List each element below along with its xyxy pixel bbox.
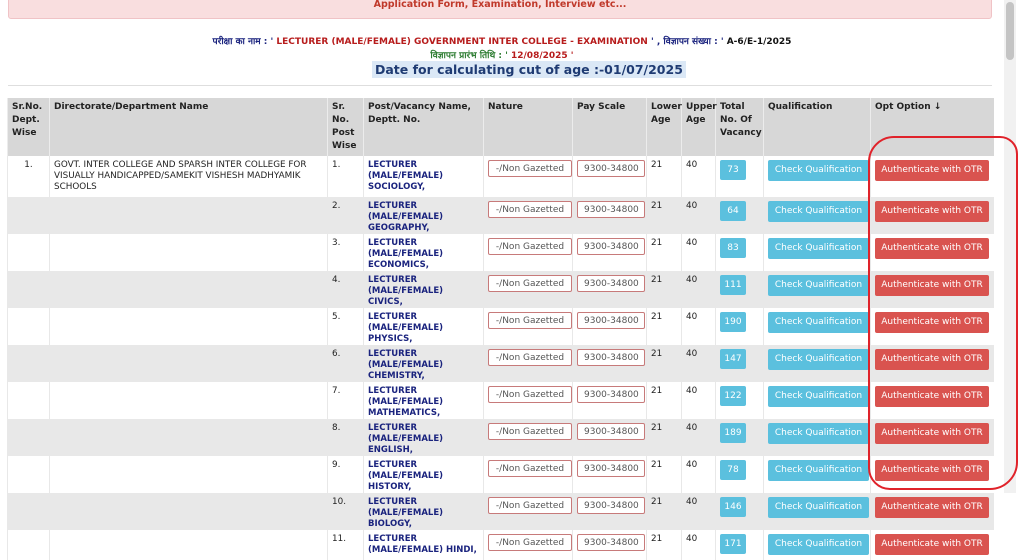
cell-opt-option xyxy=(871,308,994,345)
cell-nature xyxy=(484,493,573,530)
header-upper-age: Upper Age xyxy=(682,98,716,156)
cell-lower-age: 21 xyxy=(647,271,682,308)
cell-srno-dept xyxy=(8,419,50,456)
authenticate-otr-button[interactable]: Authenticate with OTR xyxy=(875,160,989,181)
vacancy-badge: 73 xyxy=(720,160,746,180)
cell-vacancy xyxy=(716,345,764,382)
nature-field: -/Non Gazetted xyxy=(488,534,572,551)
cell-dept-name xyxy=(50,234,328,271)
cell-nature xyxy=(484,382,573,419)
authenticate-otr-button[interactable]: Authenticate with OTR xyxy=(875,275,989,296)
vacancy-badge: 64 xyxy=(720,201,746,221)
cell-srno-dept xyxy=(8,493,50,530)
cell-dept-name xyxy=(50,308,328,345)
cell-upper-age: 40 xyxy=(682,493,716,530)
cell-dept-name xyxy=(50,419,328,456)
cell-dept-name xyxy=(50,456,328,493)
cell-srno-post: 11. xyxy=(328,530,364,560)
check-qualification-button[interactable]: Check Qualification xyxy=(768,349,869,370)
cell-qualification xyxy=(764,419,871,456)
table-row xyxy=(8,197,994,234)
cell-qualification xyxy=(764,308,871,345)
vacancy-badge: 146 xyxy=(720,497,746,517)
vacancy-badge: 171 xyxy=(720,534,746,554)
cell-lower-age: 21 xyxy=(647,308,682,345)
cell-dept-name xyxy=(50,382,328,419)
cell-srno-post: 9. xyxy=(328,456,364,493)
vacancy-badge: 189 xyxy=(720,423,746,443)
header-pay-scale: Pay Scale xyxy=(573,98,647,156)
cell-lower-age: 21 xyxy=(647,419,682,456)
cell-vacancy xyxy=(716,456,764,493)
cell-post-name xyxy=(364,456,484,493)
cell-post-name xyxy=(364,419,484,456)
cell-pay-scale xyxy=(573,197,647,234)
cell-post-name xyxy=(364,345,484,382)
divider xyxy=(8,85,992,86)
cell-lower-age: 21 xyxy=(647,345,682,382)
authenticate-otr-button[interactable]: Authenticate with OTR xyxy=(875,238,989,259)
cell-srno-post: 2. xyxy=(328,197,364,234)
cell-pay-scale xyxy=(573,493,647,530)
cell-nature xyxy=(484,530,573,560)
table-row xyxy=(8,456,994,493)
cell-nature xyxy=(484,271,573,308)
cell-dept-name xyxy=(50,530,328,560)
check-qualification-button[interactable]: Check Qualification xyxy=(768,423,869,444)
table-header-row xyxy=(8,98,994,156)
adv-no-value: A-6/E-1/2025 xyxy=(723,37,792,47)
nature-field: -/Non Gazetted xyxy=(488,497,572,514)
nature-field: -/Non Gazetted xyxy=(488,201,572,218)
nature-field: -/Non Gazetted xyxy=(488,460,572,477)
vacancy-badge: 122 xyxy=(720,386,746,406)
cell-qualification xyxy=(764,345,871,382)
check-qualification-button[interactable]: Check Qualification xyxy=(768,534,869,555)
pay-scale-field: 9300-34800 xyxy=(577,201,645,218)
cell-dept-name xyxy=(50,156,328,197)
cell-vacancy xyxy=(716,419,764,456)
header-total-vacancy: Total No. Of Vacancy xyxy=(716,98,764,156)
post-name: LECTURER (MALE/FEMALE) ECONOMICS, xyxy=(368,238,444,270)
cell-qualification xyxy=(764,156,871,197)
cell-dept-name xyxy=(50,197,328,234)
cell-nature xyxy=(484,345,573,382)
adv-start-line xyxy=(0,48,1004,61)
cell-srno-dept xyxy=(8,308,50,345)
dept-name: GOVT. INTER COLLEGE AND SPARSH INTER COLLEGE FOR VISUALLY HANDICAPPED/SAMEKIT VISHESH MADHYAMIK SCHOOLS xyxy=(54,160,307,192)
cell-qualification xyxy=(764,234,871,271)
post-name: LECTURER (MALE/FEMALE) HISTORY, xyxy=(368,460,444,492)
cell-srno-dept xyxy=(8,530,50,560)
cell-srno-dept xyxy=(8,456,50,493)
dept-srno: 1. xyxy=(24,160,33,170)
cell-qualification xyxy=(764,271,871,308)
authenticate-otr-button[interactable]: Authenticate with OTR xyxy=(875,460,989,481)
cell-vacancy xyxy=(716,308,764,345)
cell-pay-scale xyxy=(573,530,647,560)
authenticate-otr-button[interactable]: Authenticate with OTR xyxy=(875,312,989,333)
cell-upper-age: 40 xyxy=(682,456,716,493)
check-qualification-button[interactable]: Check Qualification xyxy=(768,312,869,333)
cell-srno-post: 10. xyxy=(328,493,364,530)
nature-field: -/Non Gazetted xyxy=(488,349,572,366)
cell-opt-option xyxy=(871,382,994,419)
cell-srno-post: 4. xyxy=(328,271,364,308)
nature-field: -/Non Gazetted xyxy=(488,238,572,255)
cell-pay-scale xyxy=(573,345,647,382)
vacancy-badge: 111 xyxy=(720,275,746,295)
vacancy-table xyxy=(7,98,994,560)
adv-start-value: 12/08/2025 ' xyxy=(507,51,574,61)
cell-nature xyxy=(484,156,573,197)
cell-lower-age: 21 xyxy=(647,382,682,419)
cell-opt-option xyxy=(871,271,994,308)
authenticate-otr-button[interactable]: Authenticate with OTR xyxy=(875,201,989,222)
cell-srno-dept xyxy=(8,382,50,419)
page-scrollbar[interactable] xyxy=(1004,0,1016,493)
header-nature: Nature xyxy=(484,98,573,156)
cell-upper-age: 40 xyxy=(682,419,716,456)
header-srno-post: Sr. No. Post Wise xyxy=(328,98,364,156)
cell-lower-age: 21 xyxy=(647,197,682,234)
exam-name-line xyxy=(0,34,1004,47)
post-name: LECTURER (MALE/FEMALE) PHYSICS, xyxy=(368,312,444,344)
pay-scale-field: 9300-34800 xyxy=(577,275,645,292)
cell-post-name xyxy=(364,308,484,345)
cell-nature xyxy=(484,456,573,493)
post-name: LECTURER (MALE/FEMALE) GEOGRAPHY, xyxy=(368,201,444,233)
info-banner xyxy=(8,0,992,19)
cell-upper-age: 40 xyxy=(682,271,716,308)
pay-scale-field: 9300-34800 xyxy=(577,534,645,551)
cell-nature xyxy=(484,197,573,234)
cell-vacancy xyxy=(716,382,764,419)
exam-name-value: LECTURER (MALE/FEMALE) GOVERNMENT INTER COLLEGE - EXAMINATION xyxy=(273,37,651,47)
cell-srno-post: 1. xyxy=(328,156,364,197)
cell-upper-age: 40 xyxy=(682,156,716,197)
cell-srno-dept xyxy=(8,197,50,234)
nature-field: -/Non Gazetted xyxy=(488,160,572,177)
cell-srno-post: 3. xyxy=(328,234,364,271)
cell-upper-age: 40 xyxy=(682,308,716,345)
cell-vacancy xyxy=(716,493,764,530)
header-opt-option[interactable]: Opt Option ↓ xyxy=(871,98,994,156)
cell-pay-scale xyxy=(573,419,647,456)
table-row xyxy=(8,308,994,345)
authenticate-otr-button[interactable]: Authenticate with OTR xyxy=(875,349,989,370)
check-qualification-button[interactable]: Check Qualification xyxy=(768,201,869,222)
cell-srno-post: 5. xyxy=(328,308,364,345)
info-banner-text: Application Form, Examination, Interview etc... xyxy=(373,0,627,10)
cutoff-date-highlight: Date for calculating cut of age :-01/07/2025 xyxy=(372,61,686,78)
vacancy-badge: 147 xyxy=(720,349,746,369)
cell-upper-age: 40 xyxy=(682,345,716,382)
cell-vacancy xyxy=(716,197,764,234)
cell-post-name xyxy=(364,271,484,308)
cell-opt-option xyxy=(871,456,994,493)
table-row xyxy=(8,271,994,308)
post-name: LECTURER (MALE/FEMALE) MATHEMATICS, xyxy=(368,386,444,418)
cell-srno-post: 6. xyxy=(328,345,364,382)
cell-post-name xyxy=(364,530,484,560)
cell-qualification xyxy=(764,530,871,560)
cell-upper-age: 40 xyxy=(682,234,716,271)
post-name: LECTURER (MALE/FEMALE) ENGLISH, xyxy=(368,423,444,455)
table-row xyxy=(8,156,994,197)
cell-upper-age: 40 xyxy=(682,530,716,560)
nature-field: -/Non Gazetted xyxy=(488,386,572,403)
cell-vacancy xyxy=(716,271,764,308)
cell-nature xyxy=(484,308,573,345)
authenticate-otr-button[interactable]: Authenticate with OTR xyxy=(875,534,989,555)
cell-post-name xyxy=(364,156,484,197)
authenticate-otr-button[interactable]: Authenticate with OTR xyxy=(875,423,989,444)
post-name: LECTURER (MALE/FEMALE) HINDI, xyxy=(368,534,477,555)
authenticate-otr-button[interactable]: Authenticate with OTR xyxy=(875,497,989,518)
adv-start-label: विज्ञापन प्रारंभ तिथि : ' xyxy=(430,51,508,61)
post-name: LECTURER (MALE/FEMALE) SOCIOLOGY, xyxy=(368,160,444,192)
cell-upper-age: 40 xyxy=(682,197,716,234)
nature-field: -/Non Gazetted xyxy=(488,312,572,329)
cell-pay-scale xyxy=(573,234,647,271)
pay-scale-field: 9300-34800 xyxy=(577,349,645,366)
table-row xyxy=(8,345,994,382)
cell-srno-post: 7. xyxy=(328,382,364,419)
cell-nature xyxy=(484,234,573,271)
check-qualification-button[interactable]: Check Qualification xyxy=(768,497,869,518)
pay-scale-field: 9300-34800 xyxy=(577,460,645,477)
cell-dept-name xyxy=(50,493,328,530)
check-qualification-button[interactable]: Check Qualification xyxy=(768,238,869,259)
header-srno-dept: Sr.No. Dept. Wise xyxy=(8,98,50,156)
cell-pay-scale xyxy=(573,271,647,308)
cell-qualification xyxy=(764,382,871,419)
exam-name-label: परीक्षा का नाम : ' xyxy=(212,37,274,47)
cell-dept-name xyxy=(50,345,328,382)
authenticate-otr-button[interactable]: Authenticate with OTR xyxy=(875,386,989,407)
cell-vacancy xyxy=(716,234,764,271)
pay-scale-field: 9300-34800 xyxy=(577,423,645,440)
cell-srno-dept xyxy=(8,271,50,308)
header-lower-age: Lower Age xyxy=(647,98,682,156)
cell-srno-dept xyxy=(8,345,50,382)
cell-post-name xyxy=(364,382,484,419)
vacancy-badge: 190 xyxy=(720,312,746,332)
check-qualification-button[interactable]: Check Qualification xyxy=(768,386,869,407)
cell-pay-scale xyxy=(573,308,647,345)
pay-scale-field: 9300-34800 xyxy=(577,386,645,403)
cell-lower-age: 21 xyxy=(647,530,682,560)
cell-opt-option xyxy=(871,156,994,197)
cell-lower-age: 21 xyxy=(647,234,682,271)
pay-scale-field: 9300-34800 xyxy=(577,312,645,329)
cell-qualification xyxy=(764,456,871,493)
cell-opt-option xyxy=(871,419,994,456)
header-qualification: Qualification xyxy=(764,98,871,156)
adv-no-label: ' , विज्ञापन संख्या : ' xyxy=(650,37,724,47)
cell-opt-option xyxy=(871,345,994,382)
table-row xyxy=(8,419,994,456)
post-name: LECTURER (MALE/FEMALE) CIVICS, xyxy=(368,275,444,307)
cell-opt-option xyxy=(871,234,994,271)
check-qualification-button[interactable]: Check Qualification xyxy=(768,275,869,296)
page-scrollbar-thumb[interactable] xyxy=(1006,2,1014,60)
cell-post-name xyxy=(364,493,484,530)
cell-opt-option xyxy=(871,197,994,234)
vacancy-badge: 78 xyxy=(720,460,746,480)
pay-scale-field: 9300-34800 xyxy=(577,160,645,177)
table-row xyxy=(8,382,994,419)
cell-qualification xyxy=(764,493,871,530)
cell-lower-age: 21 xyxy=(647,156,682,197)
vacancy-badge: 83 xyxy=(720,238,746,258)
table-row xyxy=(8,493,994,530)
cell-opt-option xyxy=(871,493,994,530)
nature-field: -/Non Gazetted xyxy=(488,423,572,440)
cell-vacancy xyxy=(716,530,764,560)
cell-pay-scale xyxy=(573,156,647,197)
cell-lower-age: 21 xyxy=(647,456,682,493)
cell-vacancy xyxy=(716,156,764,197)
cell-upper-age: 40 xyxy=(682,382,716,419)
cell-lower-age: 21 xyxy=(647,493,682,530)
cell-opt-option xyxy=(871,530,994,560)
cell-srno-dept xyxy=(8,234,50,271)
table-row xyxy=(8,234,994,271)
cell-post-name xyxy=(364,197,484,234)
pay-scale-field: 9300-34800 xyxy=(577,238,645,255)
cell-nature xyxy=(484,419,573,456)
cell-srno-post: 8. xyxy=(328,419,364,456)
cell-post-name xyxy=(364,234,484,271)
table-row xyxy=(8,530,994,560)
cell-qualification xyxy=(764,197,871,234)
cell-pay-scale xyxy=(573,382,647,419)
check-qualification-button[interactable]: Check Qualification xyxy=(768,160,869,181)
header-dept-name: Directorate/Department Name xyxy=(50,98,328,156)
cell-dept-name xyxy=(50,271,328,308)
header-post-name: Post/Vacancy Name, Deptt. No. xyxy=(364,98,484,156)
check-qualification-button[interactable]: Check Qualification xyxy=(768,460,869,481)
cell-srno-dept xyxy=(8,156,50,197)
pay-scale-field: 9300-34800 xyxy=(577,497,645,514)
cell-pay-scale xyxy=(573,456,647,493)
post-name: LECTURER (MALE/FEMALE) CHEMISTRY, xyxy=(368,349,444,381)
nature-field: -/Non Gazetted xyxy=(488,275,572,292)
post-name: LECTURER (MALE/FEMALE) BIOLOGY, xyxy=(368,497,444,529)
